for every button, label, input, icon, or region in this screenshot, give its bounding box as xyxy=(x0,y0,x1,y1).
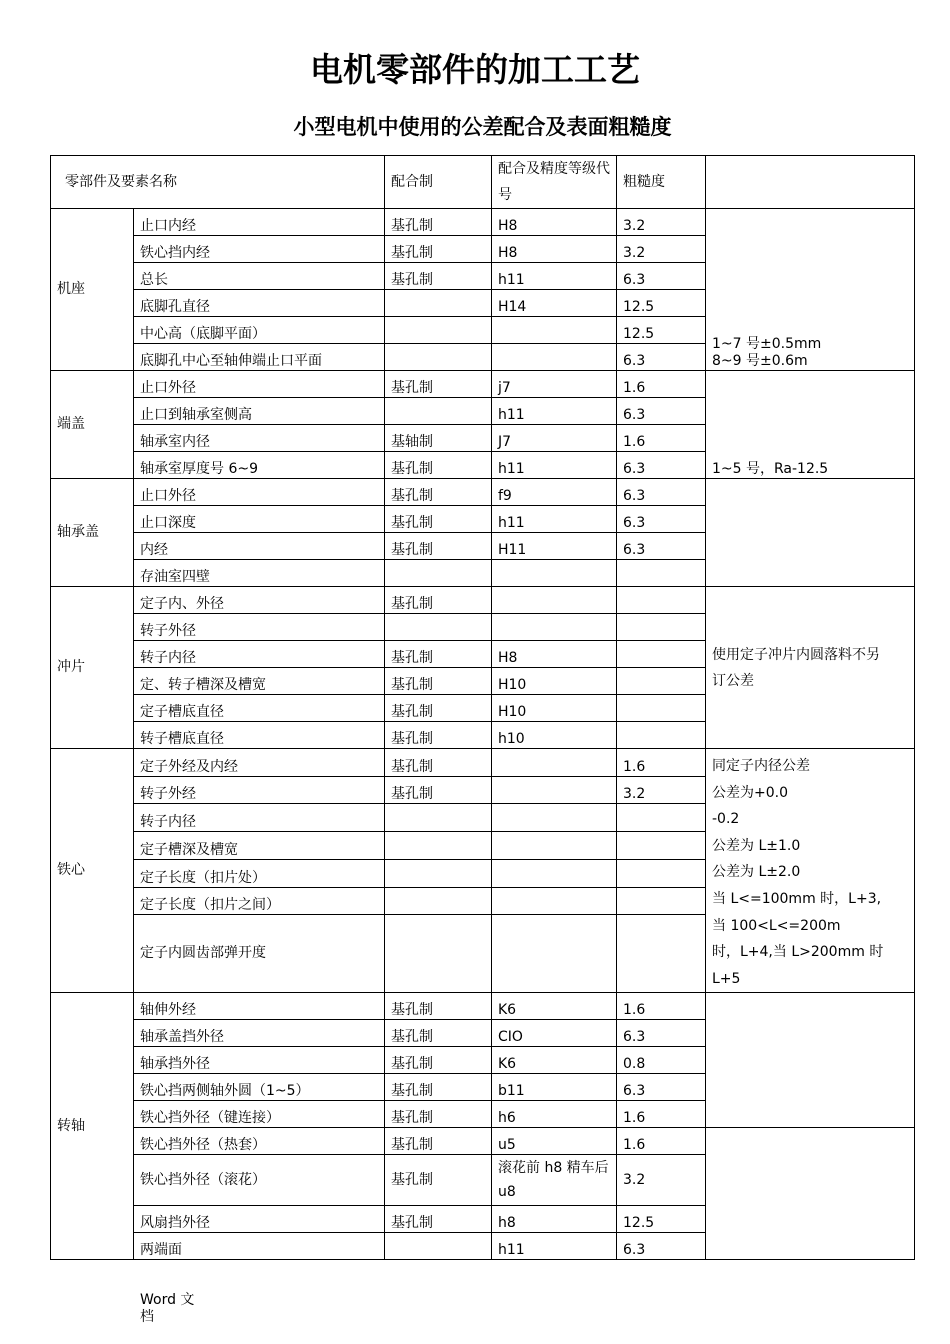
fit-grade: H14 xyxy=(492,290,617,317)
footer-label: Word 文档 xyxy=(140,1292,195,1325)
part-item-name: 轴承室厚度号 6~9 xyxy=(134,452,385,479)
table-row xyxy=(51,587,915,614)
fit-system xyxy=(385,317,492,344)
part-item-name: 铁心挡外径（热套） xyxy=(134,1128,385,1155)
roughness-value xyxy=(617,887,706,915)
roughness-value: 12.5 xyxy=(617,317,706,344)
part-item-name: 止口内经 xyxy=(134,209,385,236)
part-item-name: 轴承盖挡外径 xyxy=(134,1020,385,1047)
roughness-value: 6.3 xyxy=(617,533,706,560)
fit-system: 基孔制 xyxy=(385,1206,492,1233)
fit-grade xyxy=(492,560,617,587)
header-part-name: 零部件及要素名称 xyxy=(51,156,385,209)
fit-grade xyxy=(492,832,617,860)
part-item-name: 转子外径 xyxy=(134,614,385,641)
header-roughness: 粗糙度 xyxy=(617,156,706,209)
part-item-name: 铁心挡外径（键连接） xyxy=(134,1101,385,1128)
remarks-note xyxy=(706,371,915,479)
fit-grade: h11 xyxy=(492,452,617,479)
fit-system: 基孔制 xyxy=(385,1047,492,1074)
header-fit-system: 配合制 xyxy=(385,156,492,209)
fit-grade: h11 xyxy=(492,1233,617,1260)
remarks-note xyxy=(706,1128,915,1260)
roughness-value xyxy=(617,915,706,993)
part-item-name: 存油室四壁 xyxy=(134,560,385,587)
fit-grade: h11 xyxy=(492,398,617,425)
group-label: 端盖 xyxy=(51,371,134,479)
roughness-value: 1.6 xyxy=(617,371,706,398)
fit-system xyxy=(385,290,492,317)
fit-system: 基孔制 xyxy=(385,749,492,777)
part-item-name: 止口外径 xyxy=(134,371,385,398)
remarks-line: 1~7 号±0.5mm xyxy=(712,336,822,352)
part-item-name: 内经 xyxy=(134,533,385,560)
part-item-name: 中心高（底脚平面） xyxy=(134,317,385,344)
fit-grade: H11 xyxy=(492,533,617,560)
roughness-value xyxy=(617,560,706,587)
fit-grade: H8 xyxy=(492,236,617,263)
part-item-name: 定子内圆齿部弹开度 xyxy=(134,915,385,993)
fit-grade: 滚花前 h8 精车后 u8 xyxy=(492,1155,617,1206)
group-label: 机座 xyxy=(51,209,134,371)
fit-system: 基孔制 xyxy=(385,1020,492,1047)
table-row xyxy=(51,371,915,398)
tolerance-table xyxy=(50,155,915,1260)
fit-grade: h6 xyxy=(492,1101,617,1128)
document-title: 电机零部件的加工工艺 xyxy=(310,50,640,89)
table-subtitle: 小型电机中使用的公差配合及表面粗糙度 xyxy=(293,115,672,139)
roughness-value: 6.3 xyxy=(617,1020,706,1047)
roughness-value: 6.3 xyxy=(617,506,706,533)
fit-grade: h11 xyxy=(492,506,617,533)
part-item-name: 铁心挡外径（滚花） xyxy=(134,1155,385,1206)
part-item-name: 转子内径 xyxy=(134,641,385,668)
roughness-value: 6.3 xyxy=(617,1074,706,1101)
fit-system: 基孔制 xyxy=(385,1155,492,1206)
fit-system: 基孔制 xyxy=(385,452,492,479)
header-remarks xyxy=(706,156,915,209)
part-item-name: 转子内径 xyxy=(134,804,385,832)
part-item-name: 定子长度（扣片之间） xyxy=(134,887,385,915)
fit-system: 基孔制 xyxy=(385,371,492,398)
fit-grade xyxy=(492,804,617,832)
part-item-name: 定子长度（扣片处） xyxy=(134,859,385,887)
fit-grade: J7 xyxy=(492,425,617,452)
fit-system: 基孔制 xyxy=(385,722,492,749)
fit-grade: b11 xyxy=(492,1074,617,1101)
roughness-value: 6.3 xyxy=(617,263,706,290)
roughness-value xyxy=(617,695,706,722)
roughness-value: 6.3 xyxy=(617,479,706,506)
roughness-value: 3.2 xyxy=(617,1155,706,1206)
remarks-note xyxy=(706,479,915,587)
roughness-value: 1.6 xyxy=(617,1128,706,1155)
remarks-line: -0.2 xyxy=(712,811,740,828)
roughness-value xyxy=(617,804,706,832)
remarks-line xyxy=(712,410,908,427)
part-item-name: 转子外经 xyxy=(134,776,385,804)
fit-system: 基孔制 xyxy=(385,1128,492,1155)
remarks-line: 当 100<L<=200m xyxy=(712,917,841,934)
part-item-name: 总长 xyxy=(134,263,385,290)
table-header-row xyxy=(51,156,915,209)
roughness-value: 12.5 xyxy=(617,1206,706,1233)
fit-system xyxy=(385,560,492,587)
remarks-line: 公差为 L±1.0 xyxy=(712,837,801,854)
fit-grade xyxy=(492,915,617,993)
part-item-name: 轴伸外经 xyxy=(134,993,385,1020)
table-row xyxy=(51,749,915,777)
fit-system xyxy=(385,804,492,832)
roughness-value xyxy=(617,614,706,641)
remarks-line: 8~9 号±0.6m xyxy=(712,353,808,369)
fit-system: 基轴制 xyxy=(385,425,492,452)
fit-grade: j7 xyxy=(492,371,617,398)
group-label: 冲片 xyxy=(51,587,134,749)
fit-system: 基孔制 xyxy=(385,668,492,695)
roughness-value: 12.5 xyxy=(617,290,706,317)
roughness-value: 1.6 xyxy=(617,1101,706,1128)
remarks-line: 订公差 xyxy=(712,672,754,689)
part-item-name: 止口深度 xyxy=(134,506,385,533)
remarks-line xyxy=(712,268,908,285)
part-item-name: 两端面 xyxy=(134,1233,385,1260)
part-item-name: 定子外经及内经 xyxy=(134,749,385,777)
fit-grade: CIO xyxy=(492,1020,617,1047)
remarks-note xyxy=(706,587,915,749)
roughness-value: 6.3 xyxy=(617,344,706,371)
part-item-name: 转子槽底直径 xyxy=(134,722,385,749)
fit-system xyxy=(385,398,492,425)
fit-grade: H10 xyxy=(492,668,617,695)
remarks-line: 使用定子冲片内圆落料不另 xyxy=(712,646,880,663)
roughness-value: 3.2 xyxy=(617,209,706,236)
part-item-name: 风扇挡外径 xyxy=(134,1206,385,1233)
fit-system: 基孔制 xyxy=(385,1074,492,1101)
roughness-value: 0.8 xyxy=(617,1047,706,1074)
fit-grade xyxy=(492,587,617,614)
fit-grade: K6 xyxy=(492,993,617,1020)
fit-system: 基孔制 xyxy=(385,776,492,804)
roughness-value xyxy=(617,832,706,860)
remarks-note xyxy=(706,209,915,371)
fit-grade: h10 xyxy=(492,722,617,749)
fit-grade xyxy=(492,614,617,641)
fit-system xyxy=(385,1233,492,1260)
part-item-name: 定、转子槽深及槽宽 xyxy=(134,668,385,695)
part-item-name: 铁心挡内经 xyxy=(134,236,385,263)
part-item-name: 轴承室内径 xyxy=(134,425,385,452)
part-item-name: 止口到轴承室侧高 xyxy=(134,398,385,425)
roughness-value: 1.6 xyxy=(617,425,706,452)
fit-grade xyxy=(492,344,617,371)
fit-system xyxy=(385,832,492,860)
remarks-line xyxy=(712,444,908,461)
fit-system: 基孔制 xyxy=(385,1101,492,1128)
remarks-line: 时，L+4,当 L>200mm 时 xyxy=(712,944,884,961)
fit-system: 基孔制 xyxy=(385,695,492,722)
fit-grade: H8 xyxy=(492,209,617,236)
fit-grade: H10 xyxy=(492,695,617,722)
fit-grade xyxy=(492,887,617,915)
part-item-name: 底脚孔直径 xyxy=(134,290,385,317)
part-item-name: 止口外径 xyxy=(134,479,385,506)
roughness-value xyxy=(617,668,706,695)
table-row xyxy=(51,209,915,236)
roughness-value: 6.3 xyxy=(617,452,706,479)
remarks-line xyxy=(712,427,908,444)
fit-grade xyxy=(492,859,617,887)
roughness-value: 1.6 xyxy=(617,993,706,1020)
fit-system xyxy=(385,344,492,371)
fit-grade xyxy=(492,749,617,777)
fit-system: 基孔制 xyxy=(385,506,492,533)
fit-system: 基孔制 xyxy=(385,533,492,560)
fit-system xyxy=(385,614,492,641)
fit-system: 基孔制 xyxy=(385,236,492,263)
fit-grade xyxy=(492,776,617,804)
roughness-value: 3.2 xyxy=(617,776,706,804)
table-row xyxy=(51,1128,915,1155)
part-item-name: 定子内、外径 xyxy=(134,587,385,614)
remarks-line: 当 L<=100mm 时，L+3, xyxy=(712,890,882,907)
fit-system xyxy=(385,859,492,887)
fit-grade: u5 xyxy=(492,1128,617,1155)
remarks-line: 同定子内径公差 xyxy=(712,758,810,774)
group-label: 铁心 xyxy=(51,749,134,993)
roughness-value: 1.6 xyxy=(617,749,706,777)
remarks-note xyxy=(706,993,915,1128)
roughness-value xyxy=(617,587,706,614)
remarks-note xyxy=(706,749,915,993)
roughness-value xyxy=(617,859,706,887)
group-label: 轴承盖 xyxy=(51,479,134,587)
remarks-line: 公差为+0.0 xyxy=(712,784,788,801)
fit-system: 基孔制 xyxy=(385,479,492,506)
fit-grade: H8 xyxy=(492,641,617,668)
part-item-name: 定子槽深及槽宽 xyxy=(134,832,385,860)
fit-grade: h8 xyxy=(492,1206,617,1233)
part-item-name: 铁心挡两侧轴外圆（1~5） xyxy=(134,1074,385,1101)
fit-grade: K6 xyxy=(492,1047,617,1074)
roughness-value: 6.3 xyxy=(617,398,706,425)
roughness-value: 6.3 xyxy=(617,1233,706,1260)
roughness-value xyxy=(617,722,706,749)
remarks-line: 公差为 L±2.0 xyxy=(712,864,801,881)
fit-system: 基孔制 xyxy=(385,993,492,1020)
fit-system: 基孔制 xyxy=(385,587,492,614)
part-item-name: 定子槽底直径 xyxy=(134,695,385,722)
part-item-name: 轴承挡外径 xyxy=(134,1047,385,1074)
fit-grade: f9 xyxy=(492,479,617,506)
fit-system: 基孔制 xyxy=(385,263,492,290)
fit-system xyxy=(385,887,492,915)
fit-system: 基孔制 xyxy=(385,641,492,668)
fit-grade xyxy=(492,317,617,344)
remarks-line: 1~5 号，Ra-12.5 xyxy=(712,461,829,477)
roughness-value xyxy=(617,641,706,668)
fit-grade: h11 xyxy=(492,263,617,290)
remarks-line xyxy=(712,285,908,302)
part-item-name: 底脚孔中心至轴伸端止口平面 xyxy=(134,344,385,371)
fit-system: 基孔制 xyxy=(385,209,492,236)
roughness-value: 3.2 xyxy=(617,236,706,263)
table-row xyxy=(51,479,915,506)
remarks-line: L+5 xyxy=(712,970,741,987)
group-label: 转轴 xyxy=(51,993,134,1260)
header-fit-grade: 配合及精度等级代号 xyxy=(492,156,617,209)
fit-system xyxy=(385,915,492,993)
remarks-line xyxy=(712,319,908,336)
table-row xyxy=(51,993,915,1020)
remarks-line xyxy=(712,302,908,319)
